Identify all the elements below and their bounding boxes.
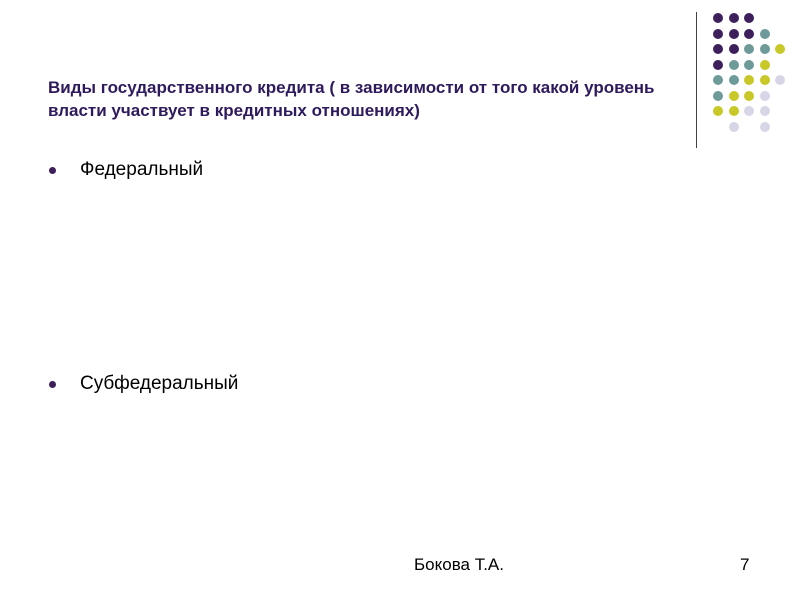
decorative-dot <box>729 75 739 85</box>
decorative-dot <box>729 13 739 23</box>
slide-title: Виды государственного кредита ( в зависимости от того какой уровень власти участвует в кредитных отношениях) <box>48 78 655 120</box>
decorative-dot <box>713 75 723 85</box>
bullet-item-subfederal <box>48 373 238 395</box>
decorative-dot <box>713 13 723 23</box>
decorative-dot <box>744 91 754 101</box>
decorative-dot <box>760 60 770 70</box>
decorative-dot <box>729 106 739 116</box>
decorative-dot <box>760 29 770 39</box>
decorative-dot <box>713 60 723 70</box>
decorative-dot <box>729 60 739 70</box>
decorative-dot <box>729 91 739 101</box>
decorative-dot <box>760 91 770 101</box>
bullet-icon <box>49 381 56 388</box>
decorative-dot <box>744 44 754 54</box>
footer-author: Бокова Т.А. <box>414 555 504 574</box>
bullet-item-federal <box>48 159 203 181</box>
decorative-dot <box>775 75 785 85</box>
decorative-dot <box>744 75 754 85</box>
decorative-dot <box>729 122 739 132</box>
decorative-dot <box>713 91 723 101</box>
page-number: 7 <box>740 555 750 574</box>
decorative-dot <box>760 44 770 54</box>
bullet-text: Федеральный <box>80 159 204 180</box>
decorative-dot <box>713 29 723 39</box>
decorative-dot <box>760 75 770 85</box>
decorative-dot <box>744 13 754 23</box>
bullet-text: Субфедеральный <box>80 373 239 394</box>
decorative-dot <box>760 106 770 116</box>
bullet-icon <box>49 167 56 174</box>
decorative-dot <box>744 60 754 70</box>
decorative-dot <box>744 29 754 39</box>
decorative-dot <box>775 44 785 54</box>
decorative-dot <box>713 44 723 54</box>
decorative-dot <box>729 44 739 54</box>
decorative-dot <box>760 122 770 132</box>
decorative-dot <box>744 106 754 116</box>
decorative-dot <box>713 106 723 116</box>
decorative-dot <box>729 29 739 39</box>
decorative-vertical-divider <box>696 12 697 148</box>
